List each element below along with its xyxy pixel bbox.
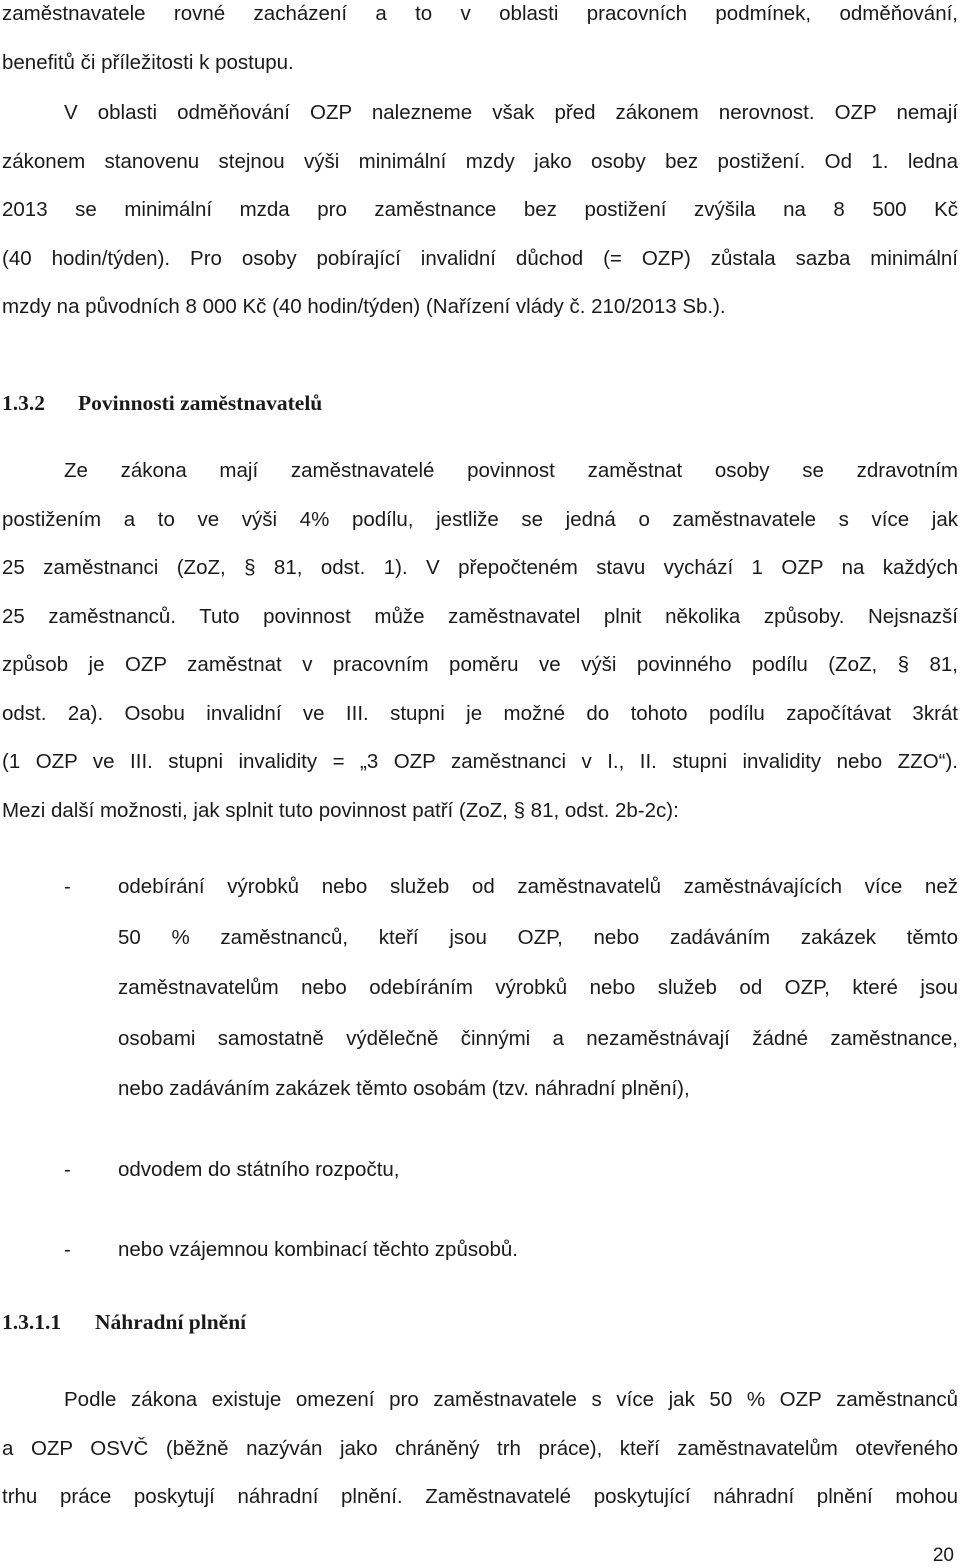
text-line: Ze zákona mají zaměstnavatelé povinnost zaměstnat osoby se zdravotním	[64, 459, 958, 482]
text-line: postižením a to ve výši 4% podílu, jestliže se jedná o zaměstnavatele s více jak	[2, 507, 958, 531]
text-line: 50 % zaměstnanců, kteří jsou OZP, nebo zadáváním zakázek těmto	[118, 925, 958, 949]
paragraph-nahradni-plneni	[2, 1376, 958, 1522]
list-dash: -	[64, 875, 71, 898]
section-heading-1-3-2	[2, 388, 322, 418]
section-title: Náhradní plnění	[95, 1310, 247, 1334]
section-title: Povinnosti zaměstnavatelů	[78, 391, 323, 415]
section-number: 1.3.1.1	[2, 1310, 62, 1334]
text-line: 25 zaměstnanci (ZoZ, § 81, odst. 1). V přepočteném stavu vychází 1 OZP na každých	[2, 556, 958, 579]
text-line: nebo vzájemnou kombinací těchto způsobů.	[118, 1238, 519, 1261]
text-line: zákonem stanovenu stejnou výši minimální mzdy jako osoby bez postižení. Od 1. ledna	[2, 149, 958, 173]
list-item	[64, 1225, 958, 1276]
text-line: a OZP OSVČ (běžně nazýván jako chráněný trh práce), kteří zaměstnavatelům otevřeného	[2, 1436, 958, 1460]
list-dash: -	[64, 1157, 71, 1181]
list-dash: -	[64, 1238, 71, 1261]
text-line: odebírání výrobků nebo služeb od zaměstnavatelů zaměstnávajících více než	[118, 875, 958, 898]
text-line: 2013 se minimální mzda pro zaměstnance bez postižení zvýšila na 8 500 Kč	[2, 198, 958, 221]
text-line: odst. 2a). Osobu invalidní ve III. stupni je možné do tohoto podílu započítávat 3krát	[2, 701, 958, 725]
text-line: trhu práce poskytují náhradní plnění. Zaměstnavatelé poskytující náhradní plnění mohou	[2, 1485, 958, 1508]
text-line: V oblasti odměňování OZP nalezneme však před zákonem nerovnost. OZP nemají	[64, 101, 958, 124]
text-line: mzdy na původních 8 000 Kč (40 hodin/týden) (Nařízení vlády č. 210/2013 Sb.).	[2, 295, 726, 318]
text-line: Mezi další možnosti, jak splnit tuto povinnost patří (ZoZ, § 81, odst. 2b-2c):	[2, 798, 679, 822]
text-line: způsob je OZP zaměstnat v pracovním poměru ve výši povinného podílu (ZoZ, § 81,	[2, 653, 958, 676]
text-line: (1 OZP ve III. stupni invalidity = „3 OZP zaměstnanci v I., II. stupni invalidity nebo ZZO“).	[2, 750, 958, 773]
list-item	[64, 862, 958, 1115]
page-number: 20	[932, 1545, 954, 1566]
paragraph-odmenovani	[2, 89, 958, 332]
list-item	[64, 1145, 958, 1196]
text-line: 25 zaměstnanců. Tuto povinnost může zaměstnavatel plnit několika způsoby. Nejsnazší	[2, 604, 958, 628]
text-line: osobami samostatně výdělečně činnými a nezaměstnávají žádné zaměstnance,	[118, 1026, 958, 1050]
paragraph-top	[2, 0, 958, 87]
paragraph-povinnosti	[2, 447, 958, 835]
text-line: (40 hodin/týden). Pro osoby pobírající invalidní důchod (= OZP) zůstala sazba minimální	[2, 246, 958, 270]
bullet-list	[64, 862, 958, 1276]
text-line: nebo zadáváním zakázek těmto osobám (tzv. náhradní plnění),	[118, 1077, 690, 1100]
section-heading-1-3-1-1	[2, 1307, 246, 1337]
text-line: benefitů či příležitosti k postupu.	[2, 50, 294, 74]
section-number: 1.3.2	[2, 391, 45, 415]
text-line: odvodem do státního rozpočtu,	[118, 1157, 400, 1181]
text-line: Podle zákona existuje omezení pro zaměstnavatele s více jak 50 % OZP zaměstnanců	[64, 1388, 958, 1411]
text-line: zaměstnavatelům nebo odebíráním výrobků nebo služeb od OZP, které jsou	[118, 976, 958, 999]
text-line: zaměstnavatele rovné zacházení a to v oblasti pracovních podmínek, odměňování,	[2, 2, 958, 25]
